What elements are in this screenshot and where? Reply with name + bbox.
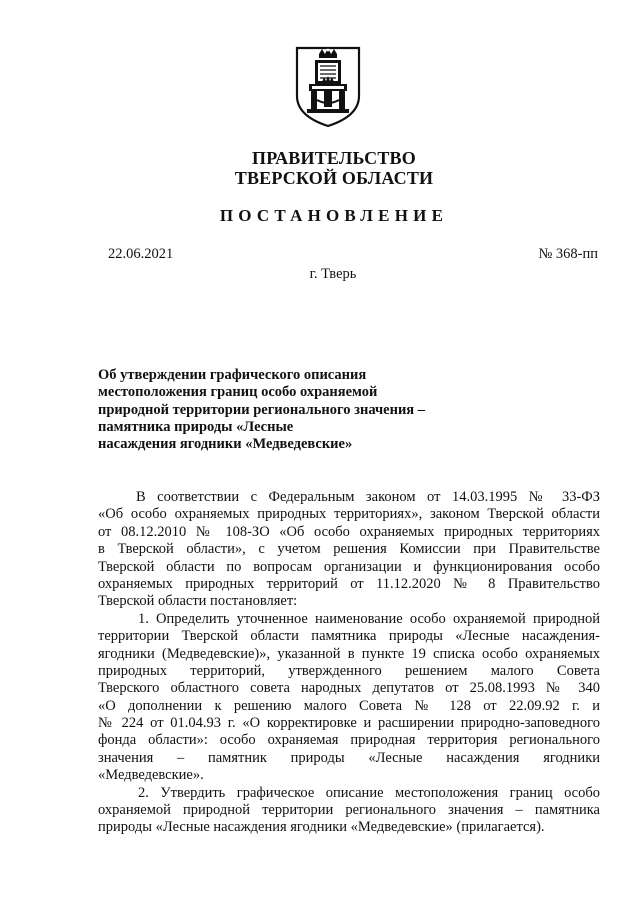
body-line: Тверского областного совета народных депутатов от 25.08.1993 № 340 — [98, 680, 600, 697]
title-line: местоположения границ особо охраняемой — [98, 384, 378, 401]
org-name-line2: ТВЕРСКОЙ ОБЛАСТИ — [234, 168, 434, 188]
body-line: В соответствии с Федеральным законом от 14.03.1995 № 33-ФЗ — [136, 489, 600, 505]
body-line: охраняемых природных территорий от 11.12.2020 № 8 Правительство — [98, 575, 600, 592]
body-line: территории Тверской области памятника природы «Лесные насаждения- — [98, 628, 600, 645]
title-line: насаждения ягодники «Медведевские» — [98, 436, 353, 453]
body-line: ягодники (Медведевские)», указанной в пункте 19 списка особо охраняемых — [98, 645, 600, 662]
tver-coat-of-arms-icon — [293, 44, 363, 128]
document-type: ПОСТАНОВЛЕНИЕ — [219, 206, 449, 225]
body-line: природных территорий, утвержденного решением малого Совета — [98, 662, 600, 679]
body-line: Тверской области по вопросам организации и функционирования особо — [98, 558, 600, 575]
body-line: значения – памятник природы «Лесные насаждения ягодники — [98, 749, 600, 766]
body-line: фонда области»: особо охраняемая природная территория регионального — [98, 732, 600, 749]
body-line: 1. Определить уточненное наименование особо охраняемой природной — [138, 610, 600, 627]
body-line: от 08.12.2010 № 108-ЗО «Об особо охраняемых природных территориях — [98, 523, 600, 540]
document-number: № 368-пп — [538, 246, 598, 262]
document-title — [98, 367, 498, 453]
body-line: Тверской области постановляет: — [98, 593, 298, 610]
title-line: природной территории регионального значения – — [98, 401, 426, 418]
org-name-line1: ПРАВИТЕЛЬСТВО — [252, 148, 416, 168]
title-line: Об утверждении графического описания — [98, 367, 367, 383]
body-line: № 224 от 01.04.93 г. «О корректировке и расширении природно-заповедного — [98, 715, 600, 732]
title-line: памятника природы «Лесные — [98, 418, 294, 435]
body-line: «О дополнении к решению малого Совета № 128 от 22.09.92 г. и — [98, 697, 600, 714]
document-body — [98, 489, 600, 837]
document-date: 22.06.2021 — [108, 246, 174, 262]
body-line: природы «Лесные насаждения ягодники «Медведевские» (прилагается). — [98, 819, 545, 836]
body-line: в Тверской области», с учетом решения Комиссии при Правительстве — [98, 541, 600, 558]
body-line: 2. Утвердить графическое описание местоположения границ особо — [138, 784, 600, 801]
body-line: «Об особо охраняемых природных территориях», законом Тверской области — [98, 506, 600, 523]
body-line: охраняемой природной территории регионального значения – памятника — [98, 802, 600, 819]
document-city: г. Тверь — [309, 266, 357, 282]
body-line: «Медведевские». — [98, 767, 204, 784]
